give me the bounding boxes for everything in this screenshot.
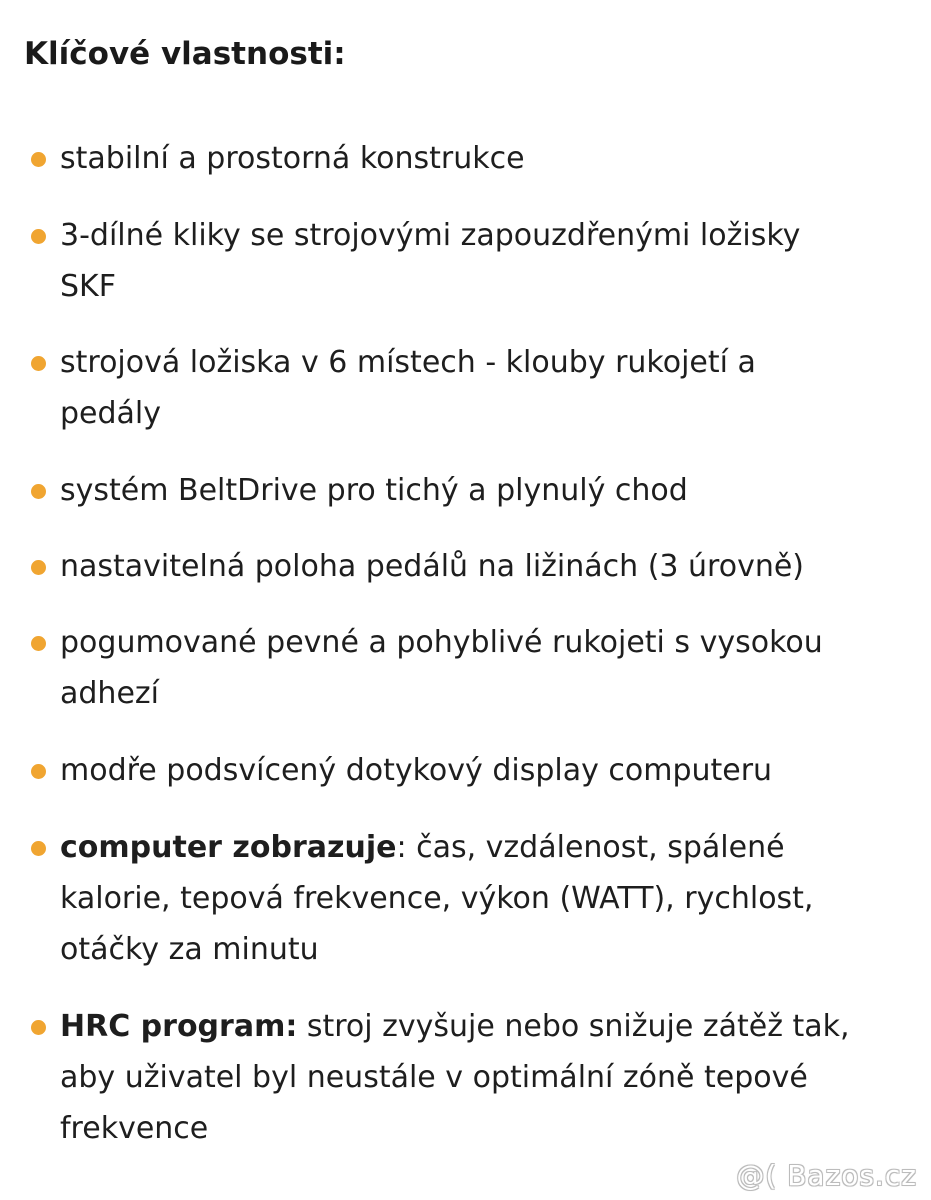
feature-bold-label: computer zobrazuje	[60, 830, 397, 865]
feature-text: stabilní a prostorná konstrukce	[60, 141, 525, 176]
feature-text: 3-dílné kliky se strojovými zapouzdřenými ložisky SKF	[60, 218, 801, 304]
bullet-icon	[31, 636, 46, 651]
feature-text: nastavitelná poloha pedálů na ližinách (3 úrovně)	[60, 549, 805, 584]
feature-text: HRC program: stroj zvyšuje nebo snižuje zátěž tak, aby uživatel byl neustále v optimální zóně tepové frekvence	[60, 1009, 850, 1146]
feature-text: systém BeltDrive pro tichý a plynulý chod	[60, 473, 688, 508]
bullet-icon	[31, 560, 46, 575]
bullet-icon	[31, 152, 46, 167]
bullet-icon	[31, 356, 46, 371]
feature-text: modře podsvícený dotykový display computeru	[60, 753, 773, 788]
feature-text: pogumované pevné a pohyblivé rukojeti s vysokou adhezí	[60, 625, 823, 711]
bullet-icon	[31, 484, 46, 499]
bullet-icon	[31, 764, 46, 779]
section-heading: Klíčové vlastnosti:	[24, 36, 346, 72]
feature-text: strojová ložiska v 6 místech - klouby rukojetí a pedály	[60, 345, 756, 431]
feature-bold-label: HRC program:	[60, 1009, 298, 1044]
bullet-icon	[31, 841, 46, 856]
bazos-watermark: @( Bazos.cz	[736, 1159, 917, 1192]
bullet-icon	[31, 229, 46, 244]
bullet-icon	[31, 1020, 46, 1035]
feature-text: computer zobrazuje: čas, vzdálenost, spálené kalorie, tepová frekvence, výkon (WATT), rychlost, otáčky za minutu	[60, 830, 814, 967]
